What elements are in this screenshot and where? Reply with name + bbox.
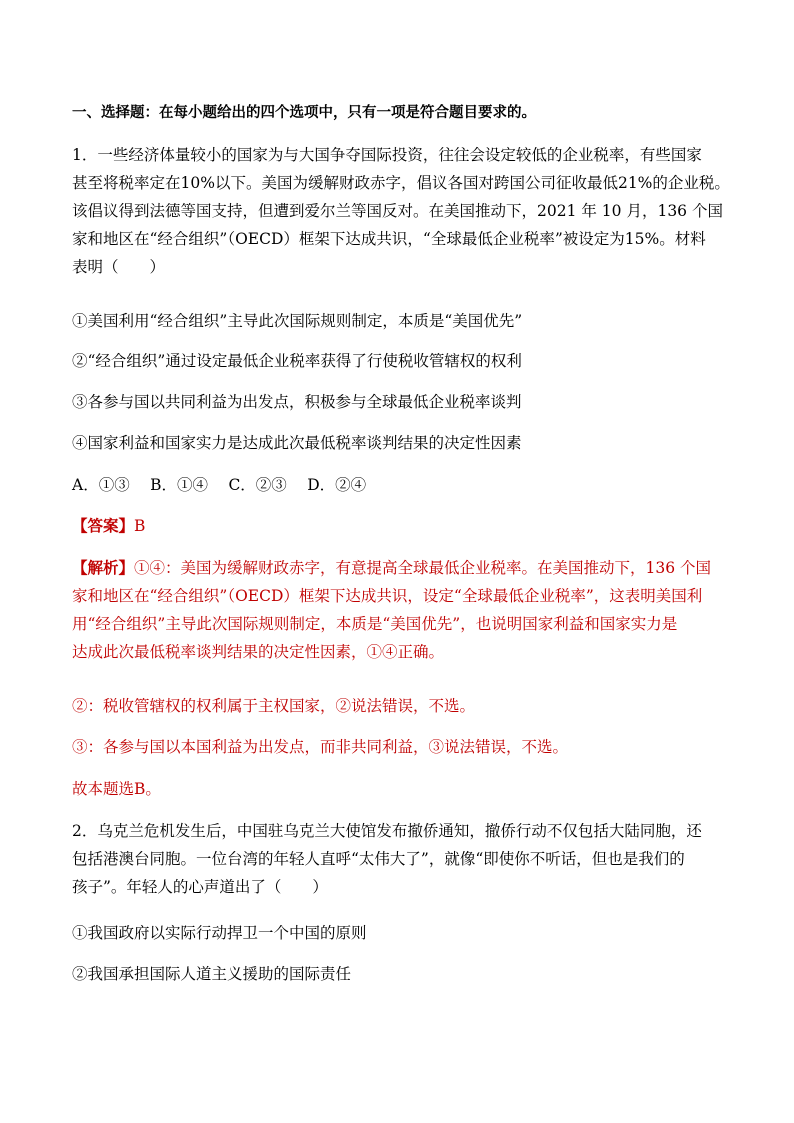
- answer-tag: 【答案】: [72, 516, 135, 535]
- analysis-line: 用“经合组织”主导此次国际规则制定，本质是“美国优先”，也说明国家利益和国家实力是: [72, 615, 678, 633]
- q1-answer: [72, 513, 724, 539]
- section-title: 一、选择题：在每小题给出的四个选项中，只有一项是符合题目要求的。: [72, 105, 536, 121]
- analysis-line: 达成此次最低税率谈判结果的决定性因素，①④正确。: [72, 643, 445, 661]
- q2-stem-line: 包括港澳台同胞。一位台湾的年轻人直呼“太伟大了”，就像“即使你不听话，但也是我们的: [72, 850, 685, 868]
- question-2-stem: [72, 817, 724, 901]
- analysis-line: 家和地区在“经合组织”（OECD）框架下达成共识，设定“全球最低企业税率”，这表明美国利: [72, 587, 703, 605]
- q1-analysis-2: ②：税收管辖权的权利属于主权国家，②说法错误，不选。: [72, 697, 476, 715]
- q1-option-3: ③各参与国以共同利益为出发点，积极参与全球最低企业税率谈判: [72, 393, 522, 411]
- q1-option-2: ②“经合组织”通过设定最低企业税率获得了行使税收管辖权的权利: [72, 352, 522, 370]
- q1-stem-line: 家和地区在“经合组织”（OECD）框架下达成共识，“全球最低企业税率”被设定为15%。材料: [72, 230, 706, 248]
- q1-option-4: ④国家利益和国家实力是达成此次最低税率谈判结果的决定性因素: [72, 434, 522, 452]
- q1-analysis: [72, 554, 724, 666]
- q2-option-2: ②我国承担国际人道主义援助的国际责任: [72, 965, 352, 983]
- q2-stem-line: 2．乌克兰危机发生后，中国驻乌克兰大使馆发布撤侨通知，撤侨行动不仅包括大陆同胞，还: [72, 822, 702, 840]
- q1-analysis-3: ③：各参与国以本国利益为出发点，而非共同利益，③说法错误，不选。: [72, 738, 569, 756]
- q2-stem-line: 孩子”。年轻人的心声道出了（ ）: [72, 878, 328, 896]
- answer-value: B: [134, 517, 146, 535]
- question-1-stem: [72, 141, 730, 281]
- q1-conclusion: 故本题选B。: [72, 780, 161, 798]
- q1-option-1: ①美国利用“经合组织”主导此次国际规则制定，本质是“美国优先”: [72, 312, 523, 330]
- analysis-tag: 【解析】: [72, 558, 135, 577]
- q1-stem-line: 表明（ ）: [72, 258, 166, 276]
- q1-choices: A．①③ B．①④ C．②③ D．②④: [72, 476, 367, 494]
- q2-option-1: ①我国政府以实际行动捍卫一个中国的原则: [72, 924, 367, 942]
- q1-stem-line: 该倡议得到法德等国支持，但遭到爱尔兰等国反对。在美国推动下，2021 年 10 月，136 个国: [72, 202, 723, 220]
- analysis-line: ①④：美国为缓解财政赤字，有意提高全球最低企业税率。在美国推动下，136 个国: [134, 559, 712, 577]
- q1-stem-line: 甚至将税率定在10%以下。美国为缓解财政赤字，倡议各国对跨国公司征收最低21%的企业税。: [72, 174, 730, 192]
- q1-stem-line: 1．一些经济体量较小的国家为与大国争夺国际投资，往往会设定较低的企业税率，有些国家: [72, 146, 702, 164]
